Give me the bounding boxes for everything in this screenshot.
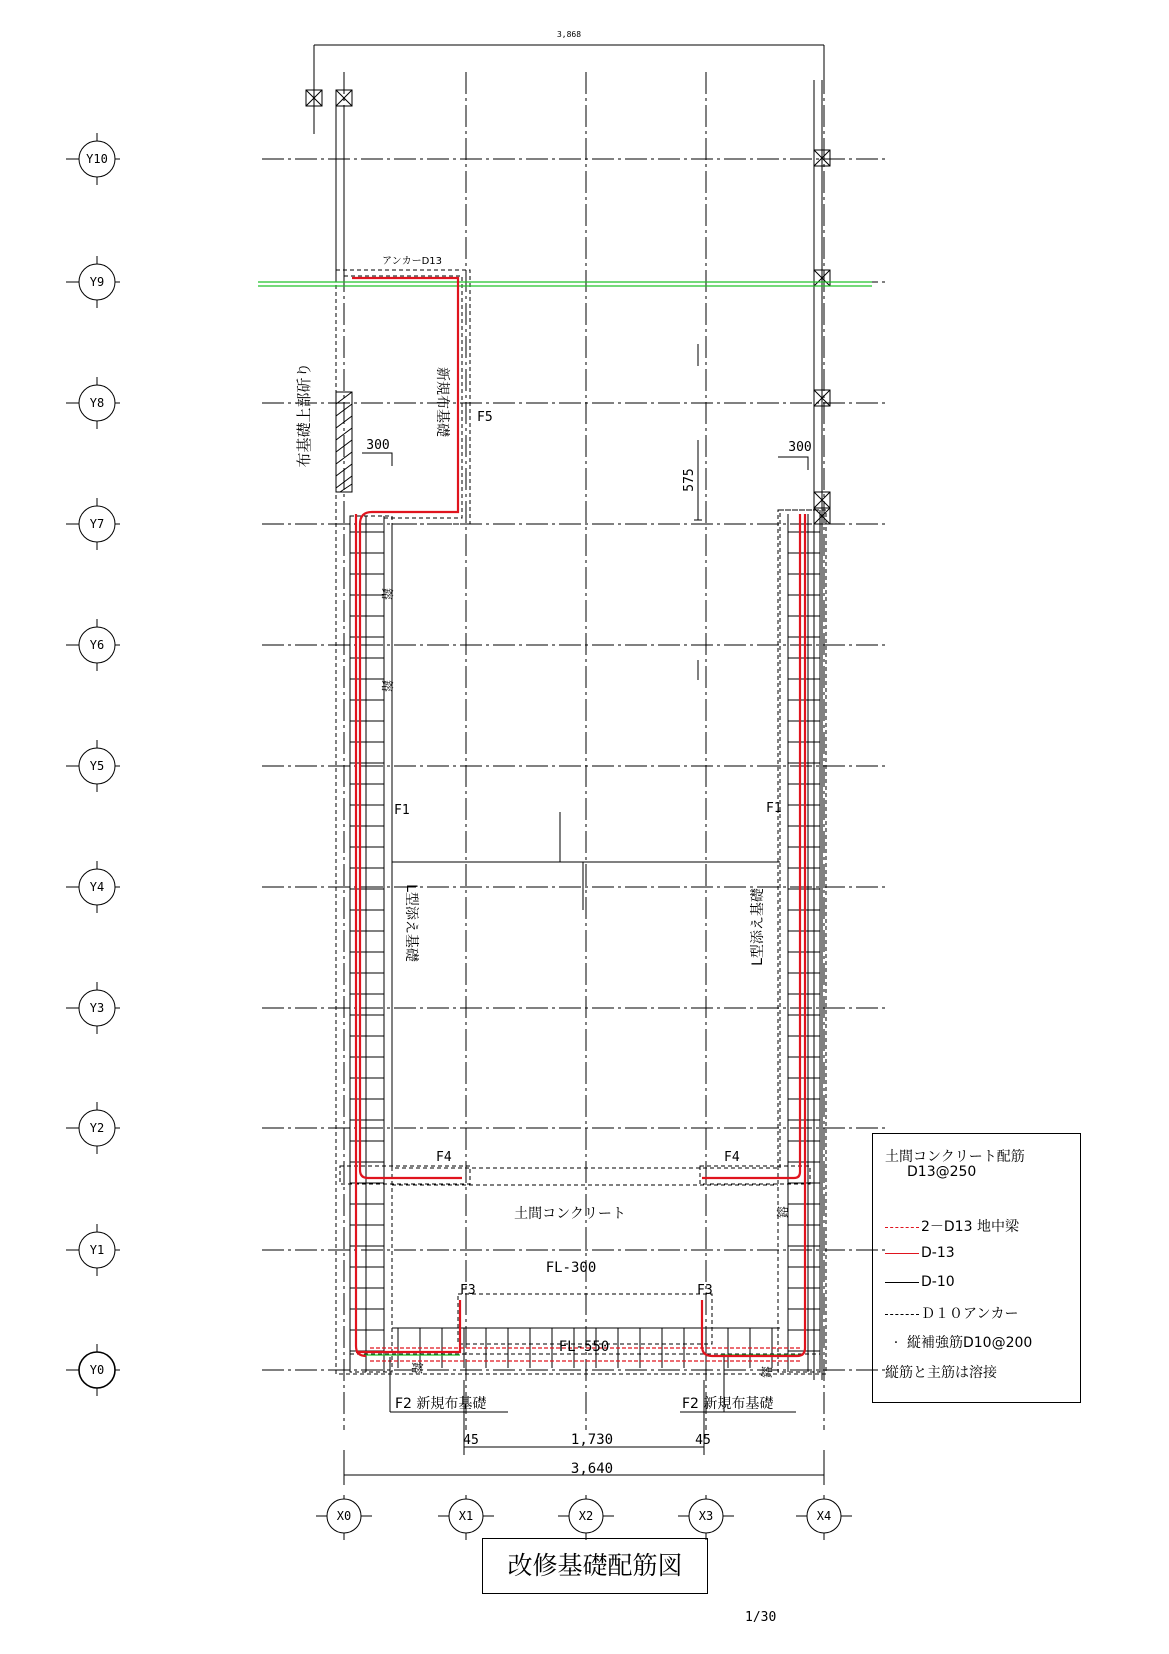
label-new-strip-vertical: 新規布基礎 [434, 367, 450, 437]
grid-label-x1: X1 [458, 1509, 474, 1523]
legend-item-ground-beam [885, 1216, 1019, 1236]
dim-middle: 1,730 [570, 1432, 614, 1448]
black-solid-swatch [885, 1282, 919, 1283]
grid-label-x2: X2 [578, 1509, 594, 1523]
red-solid-swatch [885, 1253, 919, 1254]
grid-label-y4: Y4 [89, 880, 105, 894]
legend-item-d10 [885, 1274, 955, 1290]
grid-label-y7: Y7 [89, 517, 105, 531]
label-f3-left: F3 [460, 1283, 476, 1298]
legend-item-label: Ｄ１０アンカー [921, 1306, 1019, 1322]
red-dash-swatch [885, 1227, 919, 1228]
label-slab: 土間コンクリート [514, 1206, 626, 1222]
grid-label-y8: Y8 [89, 396, 105, 410]
label-l-type-left: L型添え基礎 [403, 884, 419, 962]
dim-575: 575 [682, 468, 697, 492]
label-f4-right: F4 [724, 1150, 740, 1165]
grid-bubble-y3 [66, 982, 120, 1034]
grid-label-y10: Y10 [86, 152, 108, 166]
label-fl550: FL-550 [558, 1339, 610, 1355]
dot-swatch: · [893, 1335, 899, 1351]
legend-item-d13 [885, 1245, 955, 1261]
label-weld-4: 鎔 [410, 1362, 424, 1375]
dim-overall-top: 3,868 [556, 30, 582, 39]
legend-heading: 土間コンクリート配筋 [885, 1149, 1025, 1165]
grid-bubble-y5 [66, 740, 120, 792]
label-weld-3: 鎔 [776, 1205, 790, 1218]
legend-note: 縦筋と主筋は溶接 [885, 1365, 997, 1381]
grid-bubble-y7 [66, 498, 120, 550]
grid-bubble-y4 [66, 861, 120, 913]
dim-overall-bottom: 3,640 [570, 1461, 614, 1477]
dim-left-offset: 45 [463, 1433, 479, 1448]
legend-item-label: D-10 [921, 1274, 955, 1290]
grid-label-y1: Y1 [89, 1243, 105, 1257]
label-fl300: FL-300 [545, 1260, 597, 1276]
grid-bubble-x3 [678, 1495, 734, 1540]
dashdot-swatch [885, 1314, 919, 1315]
grid-bubble-y6 [66, 619, 120, 671]
grid-label-y3: Y3 [89, 1001, 105, 1015]
grid-label-x3: X3 [698, 1509, 714, 1523]
grid-bubble-x1 [438, 1495, 494, 1540]
grid-label-x4: X4 [816, 1509, 832, 1523]
grid-label-y9: Y9 [89, 275, 105, 289]
grid-bubble-x0 [316, 1495, 372, 1540]
label-f1-right: F1 [766, 801, 782, 816]
label-f4-left: F4 [436, 1150, 452, 1165]
legend-box [872, 1133, 1081, 1403]
grid-label-y2: Y2 [89, 1121, 105, 1135]
label-f3-right: F3 [697, 1283, 713, 1298]
label-weld-1: 鎔 [380, 588, 394, 601]
grid-label-y5: Y5 [89, 759, 105, 773]
legend-item-label: D-13 [921, 1245, 955, 1261]
label-f2-left: F2 新規布基礎 [395, 1396, 487, 1412]
legend-item-label: 2－D13 地中梁 [921, 1219, 1019, 1235]
drawing-title: 改修基礎配筋図 [482, 1538, 708, 1594]
page-number: 1/30 [745, 1610, 777, 1625]
grid-bubble-y10 [66, 133, 120, 185]
legend-item-label: 縦補強筋D10@200 [907, 1335, 1033, 1351]
grid-label-y0: Y0 [89, 1363, 105, 1377]
dim-300-left: 300 [366, 438, 390, 453]
rebar-red [352, 278, 805, 1356]
label-weld-5: 鎔 [760, 1365, 774, 1378]
drawing-labels [295, 30, 812, 1477]
grid-bubble-x4 [796, 1495, 852, 1540]
label-anchor: アンカーD13 [381, 256, 443, 267]
label-weld-2: 鎔 [380, 680, 394, 693]
label-f5: F5 [477, 410, 493, 425]
grid-bubble-y1 [66, 1224, 120, 1276]
grid-bubble-y8 [66, 377, 120, 429]
dim-300-right: 300 [788, 440, 812, 455]
legend-item-d10-anchor [885, 1303, 1018, 1323]
label-chipping: 布基礎上部斫り [295, 362, 313, 468]
grid-bubble-y9 [66, 256, 120, 308]
grid-label-y6: Y6 [89, 638, 105, 652]
grid-bubble-y0 [66, 1344, 120, 1396]
legend-heading-sub: D13@250 [907, 1164, 977, 1180]
label-l-type-right: L型添え基礎 [750, 888, 766, 966]
dim-right-offset: 45 [695, 1433, 711, 1448]
grid-label-x0: X0 [336, 1509, 352, 1523]
label-f2-right: F2 新規布基礎 [682, 1396, 774, 1412]
grid-bubble-y2 [66, 1102, 120, 1154]
grid-bubble-x2 [558, 1495, 614, 1540]
label-f1-left: F1 [394, 803, 410, 818]
legend-item-vertical-bar [885, 1332, 1032, 1352]
